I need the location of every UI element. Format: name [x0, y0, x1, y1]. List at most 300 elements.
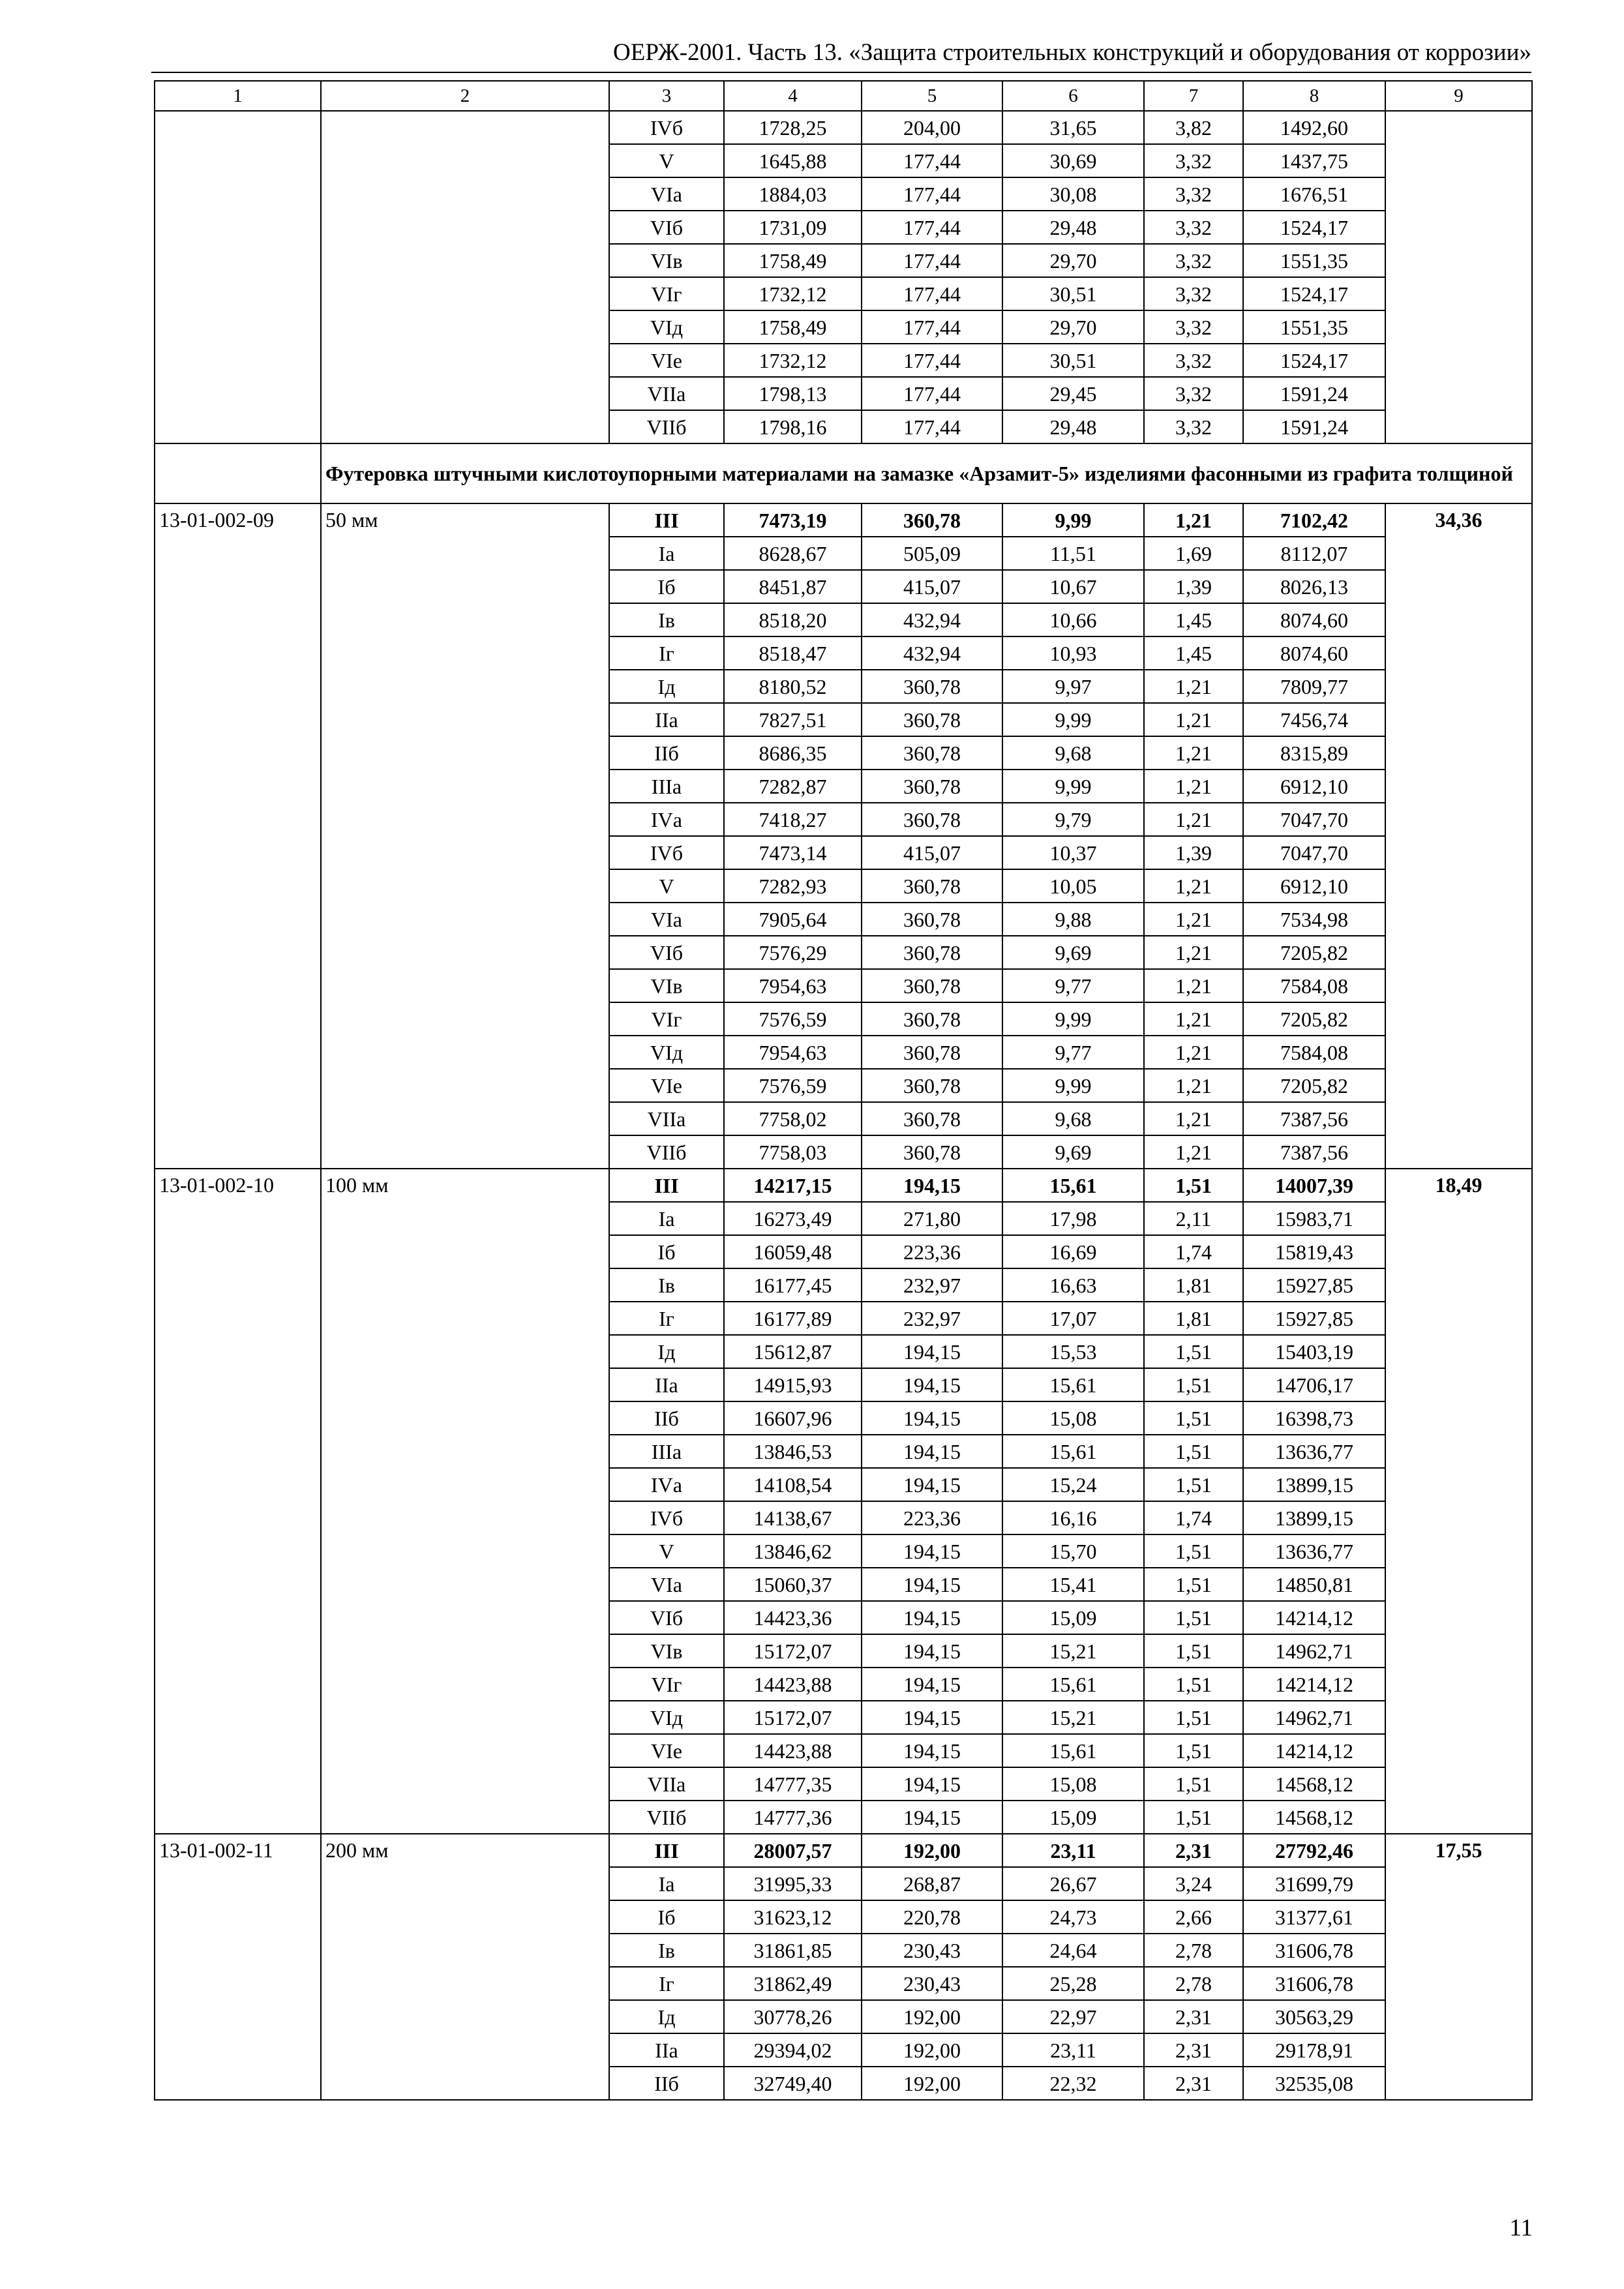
value-cell: 1,21: [1144, 1135, 1243, 1169]
value-cell: 194,15: [862, 1169, 1002, 1202]
value-cell: 15,21: [1002, 1701, 1144, 1734]
value-cell: 15172,07: [724, 1701, 862, 1734]
value-cell: 1,45: [1144, 636, 1243, 670]
value-cell: 1,51: [1144, 1801, 1243, 1834]
value-cell: 1676,51: [1243, 177, 1385, 211]
value-cell: 6912,10: [1243, 770, 1385, 803]
value-cell: 1798,13: [724, 377, 862, 410]
value-cell: 8074,60: [1243, 603, 1385, 636]
value-cell: 192,00: [862, 2067, 1002, 2100]
value-cell: 24,73: [1002, 1900, 1144, 1934]
value-cell: 15,08: [1002, 1767, 1144, 1801]
value-cell: 14777,36: [724, 1801, 862, 1834]
value-cell: 230,43: [862, 1934, 1002, 1967]
value-cell: 7534,98: [1243, 903, 1385, 936]
value-cell: 13899,15: [1243, 1501, 1385, 1534]
value-cell: 223,36: [862, 1501, 1002, 1534]
value-cell: 1758,49: [724, 310, 862, 344]
value-cell: 1,51: [1144, 1668, 1243, 1701]
value-cell: 14850,81: [1243, 1568, 1385, 1601]
value-cell: 360,78: [862, 503, 1002, 537]
zone-cell: VIIа: [609, 1102, 724, 1135]
value-cell: 22,32: [1002, 2067, 1144, 2100]
value-cell: 31606,78: [1243, 1967, 1385, 2000]
value-cell: 28007,57: [724, 1834, 862, 1867]
value-cell: 3,24: [1144, 1867, 1243, 1900]
rate-code: 13-01-002-09: [155, 503, 321, 1169]
value-cell: 1524,17: [1243, 211, 1385, 244]
value-cell: 1758,49: [724, 244, 862, 277]
column-number-row: [155, 81, 1532, 111]
value-cell: 432,94: [862, 636, 1002, 670]
value-cell: 16177,89: [724, 1302, 862, 1335]
value-cell: 15983,71: [1243, 1202, 1385, 1235]
value-cell: 2,78: [1144, 1967, 1243, 2000]
value-cell: 32749,40: [724, 2067, 862, 2100]
section-row: [155, 443, 1532, 503]
zone-cell: VIа: [609, 1568, 724, 1601]
column-9-value: [1385, 111, 1532, 443]
page-number: 11: [1509, 2215, 1533, 2241]
value-cell: 1884,03: [724, 177, 862, 211]
value-cell: 9,77: [1002, 969, 1144, 1002]
zone-cell: Iв: [609, 1934, 724, 1967]
value-cell: 3,32: [1144, 177, 1243, 211]
value-cell: 1591,24: [1243, 410, 1385, 443]
value-cell: 17,07: [1002, 1302, 1144, 1335]
value-cell: 1,21: [1144, 936, 1243, 969]
value-cell: 7758,03: [724, 1135, 862, 1169]
value-cell: 360,78: [862, 936, 1002, 969]
value-cell: 360,78: [862, 803, 1002, 836]
value-cell: 9,99: [1002, 503, 1144, 537]
value-cell: 10,05: [1002, 869, 1144, 903]
value-cell: 1,21: [1144, 503, 1243, 537]
zone-cell: IVа: [609, 1468, 724, 1501]
zone-cell: VIг: [609, 1002, 724, 1036]
value-cell: 31623,12: [724, 1900, 862, 1934]
value-cell: 15,61: [1002, 1169, 1144, 1202]
value-cell: 13899,15: [1243, 1468, 1385, 1501]
value-cell: 13636,77: [1243, 1435, 1385, 1468]
value-cell: 14706,17: [1243, 1368, 1385, 1401]
value-cell: 16273,49: [724, 1202, 862, 1235]
value-cell: 194,15: [862, 1335, 1002, 1368]
value-cell: 1,51: [1144, 1368, 1243, 1401]
column-number: 6: [1002, 81, 1144, 111]
column-number: 1: [155, 81, 321, 111]
value-cell: 194,15: [862, 1401, 1002, 1435]
value-cell: 14423,36: [724, 1601, 862, 1634]
value-cell: 2,31: [1144, 2067, 1243, 2100]
value-cell: 14777,35: [724, 1767, 862, 1801]
value-cell: 8112,07: [1243, 537, 1385, 570]
value-cell: 220,78: [862, 1900, 1002, 1934]
zone-cell: Iг: [609, 636, 724, 670]
value-cell: 360,78: [862, 1135, 1002, 1169]
section-empty-cell: [155, 443, 321, 503]
value-cell: 10,66: [1002, 603, 1144, 636]
zone-cell: Iд: [609, 2000, 724, 2033]
value-cell: 1,51: [1144, 1601, 1243, 1634]
column-number: 5: [862, 81, 1002, 111]
value-cell: 1,51: [1144, 1335, 1243, 1368]
value-cell: 13636,77: [1243, 1534, 1385, 1568]
value-cell: 1798,16: [724, 410, 862, 443]
value-cell: 1551,35: [1243, 244, 1385, 277]
value-cell: 1,21: [1144, 770, 1243, 803]
value-cell: 192,00: [862, 2033, 1002, 2067]
table-row: [155, 111, 1532, 144]
value-cell: 31377,61: [1243, 1900, 1385, 1934]
value-cell: 360,78: [862, 1002, 1002, 1036]
value-cell: 7205,82: [1243, 1069, 1385, 1102]
value-cell: 3,32: [1144, 310, 1243, 344]
value-cell: 194,15: [862, 1701, 1002, 1734]
value-cell: 1492,60: [1243, 111, 1385, 144]
zone-cell: VIд: [609, 1036, 724, 1069]
value-cell: 7584,08: [1243, 1036, 1385, 1069]
value-cell: 15172,07: [724, 1634, 862, 1668]
value-cell: 32535,08: [1243, 2067, 1385, 2100]
value-cell: 7827,51: [724, 703, 862, 736]
zone-cell: VIа: [609, 177, 724, 211]
value-cell: 16,16: [1002, 1501, 1144, 1534]
rate-description: 50 мм: [321, 503, 609, 1169]
value-cell: 3,32: [1144, 344, 1243, 377]
value-cell: 177,44: [862, 244, 1002, 277]
value-cell: 2,66: [1144, 1900, 1243, 1934]
zone-cell: Iб: [609, 1235, 724, 1268]
zone-cell: VIд: [609, 1701, 724, 1734]
zone-cell: VIа: [609, 903, 724, 936]
zone-cell: V: [609, 1534, 724, 1568]
value-cell: 9,69: [1002, 1135, 1144, 1169]
value-cell: 31,65: [1002, 111, 1144, 144]
value-cell: 15,61: [1002, 1734, 1144, 1767]
value-cell: 3,32: [1144, 244, 1243, 277]
value-cell: 31861,85: [724, 1934, 862, 1967]
value-cell: 232,97: [862, 1302, 1002, 1335]
value-cell: 17,98: [1002, 1202, 1144, 1235]
value-cell: 9,77: [1002, 1036, 1144, 1069]
value-cell: 1,81: [1144, 1302, 1243, 1335]
value-cell: 7809,77: [1243, 670, 1385, 703]
header-rule: [151, 72, 1531, 73]
value-cell: 14214,12: [1243, 1668, 1385, 1701]
value-cell: 14568,12: [1243, 1767, 1385, 1801]
zone-cell: VIв: [609, 1634, 724, 1668]
zone-cell: VIб: [609, 936, 724, 969]
value-cell: 31862,49: [724, 1967, 862, 2000]
value-cell: 22,97: [1002, 2000, 1144, 2033]
value-cell: 7047,70: [1243, 803, 1385, 836]
value-cell: 3,32: [1144, 410, 1243, 443]
value-cell: 15612,87: [724, 1335, 862, 1368]
value-cell: 7387,56: [1243, 1135, 1385, 1169]
value-cell: 16059,48: [724, 1235, 862, 1268]
rate-code: 13-01-002-10: [155, 1169, 321, 1834]
value-cell: 14423,88: [724, 1734, 862, 1767]
zone-cell: IVб: [609, 836, 724, 869]
zone-cell: VIв: [609, 244, 724, 277]
value-cell: 360,78: [862, 703, 1002, 736]
value-cell: 1,21: [1144, 736, 1243, 770]
value-cell: 1437,75: [1243, 144, 1385, 177]
zone-cell: VIIб: [609, 410, 724, 443]
zone-cell: Iд: [609, 670, 724, 703]
rate-code: 13-01-002-11: [155, 1834, 321, 2100]
value-cell: 13846,53: [724, 1435, 862, 1468]
value-cell: 14962,71: [1243, 1701, 1385, 1734]
value-cell: 3,32: [1144, 277, 1243, 310]
value-cell: 15927,85: [1243, 1302, 1385, 1335]
zone-cell: IVб: [609, 1501, 724, 1534]
value-cell: 15,61: [1002, 1668, 1144, 1701]
zone-cell: V: [609, 144, 724, 177]
value-cell: 177,44: [862, 377, 1002, 410]
column-number: 3: [609, 81, 724, 111]
value-cell: 360,78: [862, 869, 1002, 903]
value-cell: 177,44: [862, 410, 1002, 443]
value-cell: 30,51: [1002, 277, 1144, 310]
value-cell: 14214,12: [1243, 1601, 1385, 1634]
value-cell: 8026,13: [1243, 570, 1385, 603]
value-cell: 194,15: [862, 1668, 1002, 1701]
value-cell: 1,51: [1144, 1468, 1243, 1501]
zone-cell: Iа: [609, 1867, 724, 1900]
zone-cell: Iб: [609, 570, 724, 603]
zone-cell: VIд: [609, 310, 724, 344]
value-cell: 7758,02: [724, 1102, 862, 1135]
column-number: 8: [1243, 81, 1385, 111]
value-cell: 1,21: [1144, 969, 1243, 1002]
rate-description: 200 мм: [321, 1834, 609, 2100]
column-number: 4: [724, 81, 862, 111]
zone-cell: VIе: [609, 1069, 724, 1102]
column-number: 9: [1385, 81, 1532, 111]
value-cell: 1,21: [1144, 703, 1243, 736]
value-cell: 7576,59: [724, 1002, 862, 1036]
value-cell: 30,51: [1002, 344, 1144, 377]
value-cell: 1,51: [1144, 1767, 1243, 1801]
value-cell: 271,80: [862, 1202, 1002, 1235]
value-cell: 14568,12: [1243, 1801, 1385, 1834]
value-cell: 192,00: [862, 1834, 1002, 1867]
zone-cell: Iа: [609, 1202, 724, 1235]
zone-cell: IVб: [609, 111, 724, 144]
value-cell: 177,44: [862, 177, 1002, 211]
value-cell: 360,78: [862, 969, 1002, 1002]
zone-cell: III: [609, 1169, 724, 1202]
value-cell: 31606,78: [1243, 1934, 1385, 1967]
zone-cell: IIIа: [609, 770, 724, 803]
value-cell: 29,45: [1002, 377, 1144, 410]
value-cell: 1,51: [1144, 1634, 1243, 1668]
page-header: ОЕРЖ-2001. Часть 13. «Защита строительных конструкций и оборудования от коррозии»: [613, 39, 1531, 66]
value-cell: 9,99: [1002, 703, 1144, 736]
value-cell: 10,37: [1002, 836, 1144, 869]
value-cell: 1732,12: [724, 344, 862, 377]
value-cell: 1,21: [1144, 1002, 1243, 1036]
value-cell: 16398,73: [1243, 1401, 1385, 1435]
value-cell: 15927,85: [1243, 1268, 1385, 1302]
zone-cell: III: [609, 503, 724, 537]
value-cell: 8518,47: [724, 636, 862, 670]
zone-cell: VIIа: [609, 1767, 724, 1801]
value-cell: 194,15: [862, 1734, 1002, 1767]
value-cell: 10,93: [1002, 636, 1144, 670]
value-cell: 7473,19: [724, 503, 862, 537]
column-number: 2: [321, 81, 609, 111]
zone-cell: VIг: [609, 1668, 724, 1701]
zone-cell: VIб: [609, 1601, 724, 1634]
column-9-value: 18,49: [1385, 1169, 1532, 1834]
value-cell: 9,79: [1002, 803, 1144, 836]
value-cell: 360,78: [862, 903, 1002, 936]
value-cell: 1,21: [1144, 1102, 1243, 1135]
zone-cell: Iа: [609, 537, 724, 570]
value-cell: 30778,26: [724, 2000, 862, 2033]
value-cell: 14962,71: [1243, 1634, 1385, 1668]
zone-cell: III: [609, 1834, 724, 1867]
value-cell: 192,00: [862, 2000, 1002, 2033]
value-cell: 177,44: [862, 344, 1002, 377]
value-cell: 194,15: [862, 1801, 1002, 1834]
value-cell: 7576,29: [724, 936, 862, 969]
value-cell: 194,15: [862, 1468, 1002, 1501]
value-cell: 16,69: [1002, 1235, 1144, 1268]
value-cell: 7418,27: [724, 803, 862, 836]
value-cell: 223,36: [862, 1235, 1002, 1268]
value-cell: 9,68: [1002, 1102, 1144, 1135]
value-cell: 1731,09: [724, 211, 862, 244]
value-cell: 1,21: [1144, 1036, 1243, 1069]
value-cell: 1,81: [1144, 1268, 1243, 1302]
table-row: [155, 1169, 1532, 1202]
value-cell: 16607,96: [724, 1401, 862, 1435]
value-cell: 2,31: [1144, 2000, 1243, 2033]
value-cell: 360,78: [862, 770, 1002, 803]
value-cell: 15,41: [1002, 1568, 1144, 1601]
value-cell: 15819,43: [1243, 1235, 1385, 1268]
value-cell: 1,51: [1144, 1701, 1243, 1734]
zone-cell: Iб: [609, 1900, 724, 1934]
zone-cell: IIб: [609, 736, 724, 770]
value-cell: 29,70: [1002, 244, 1144, 277]
zone-cell: IIIа: [609, 1435, 724, 1468]
value-cell: 9,69: [1002, 936, 1144, 969]
value-cell: 10,67: [1002, 570, 1144, 603]
value-cell: 9,68: [1002, 736, 1144, 770]
zone-cell: VIв: [609, 969, 724, 1002]
value-cell: 14214,12: [1243, 1734, 1385, 1767]
value-cell: 2,78: [1144, 1934, 1243, 1967]
value-cell: 432,94: [862, 603, 1002, 636]
value-cell: 194,15: [862, 1568, 1002, 1601]
zone-cell: VIIб: [609, 1135, 724, 1169]
value-cell: 194,15: [862, 1767, 1002, 1801]
value-cell: 9,99: [1002, 1069, 1144, 1102]
column-9-value: 17,55: [1385, 1834, 1532, 2100]
value-cell: 7905,64: [724, 903, 862, 936]
value-cell: 3,32: [1144, 211, 1243, 244]
value-cell: 7456,74: [1243, 703, 1385, 736]
value-cell: 7954,63: [724, 969, 862, 1002]
value-cell: 8180,52: [724, 670, 862, 703]
value-cell: 8315,89: [1243, 736, 1385, 770]
value-cell: 15,09: [1002, 1601, 1144, 1634]
zone-cell: IIа: [609, 1368, 724, 1401]
value-cell: 8074,60: [1243, 636, 1385, 670]
value-cell: 2,11: [1144, 1202, 1243, 1235]
value-cell: 7102,42: [1243, 503, 1385, 537]
zone-cell: IIа: [609, 2033, 724, 2067]
value-cell: 2,31: [1144, 1834, 1243, 1867]
value-cell: 16177,45: [724, 1268, 862, 1302]
value-cell: 1551,35: [1243, 310, 1385, 344]
value-cell: 177,44: [862, 277, 1002, 310]
value-cell: 31995,33: [724, 1867, 862, 1900]
value-cell: 1524,17: [1243, 344, 1385, 377]
rate-description: [321, 111, 609, 443]
value-cell: 177,44: [862, 310, 1002, 344]
value-cell: 14138,67: [724, 1501, 862, 1534]
zone-cell: Iг: [609, 1967, 724, 2000]
value-cell: 11,51: [1002, 537, 1144, 570]
value-cell: 16,63: [1002, 1268, 1144, 1302]
value-cell: 1,21: [1144, 1069, 1243, 1102]
zone-cell: VIе: [609, 1734, 724, 1767]
zone-cell: VIб: [609, 211, 724, 244]
value-cell: 15,53: [1002, 1335, 1144, 1368]
value-cell: 1,21: [1144, 903, 1243, 936]
value-cell: 15,21: [1002, 1634, 1144, 1668]
value-cell: 1,51: [1144, 1568, 1243, 1601]
value-cell: 8686,35: [724, 736, 862, 770]
value-cell: 7387,56: [1243, 1102, 1385, 1135]
value-cell: 1,51: [1144, 1734, 1243, 1767]
value-cell: 14423,88: [724, 1668, 862, 1701]
value-cell: 9,99: [1002, 1002, 1144, 1036]
value-cell: 23,11: [1002, 1834, 1144, 1867]
zone-cell: IIб: [609, 2067, 724, 2100]
value-cell: 7473,14: [724, 836, 862, 869]
value-cell: 1732,12: [724, 277, 862, 310]
value-cell: 505,09: [862, 537, 1002, 570]
value-cell: 3,32: [1144, 144, 1243, 177]
rate-code: [155, 111, 321, 443]
value-cell: 194,15: [862, 1435, 1002, 1468]
value-cell: 1645,88: [724, 144, 862, 177]
value-cell: 194,15: [862, 1368, 1002, 1401]
zone-cell: VIе: [609, 344, 724, 377]
value-cell: 15,61: [1002, 1368, 1144, 1401]
value-cell: 15,70: [1002, 1534, 1144, 1568]
value-cell: 29,48: [1002, 211, 1144, 244]
value-cell: 1591,24: [1243, 377, 1385, 410]
zone-cell: V: [609, 869, 724, 903]
zone-cell: Iд: [609, 1335, 724, 1368]
value-cell: 1,51: [1144, 1169, 1243, 1202]
value-cell: 1,45: [1144, 603, 1243, 636]
value-cell: 7205,82: [1243, 1002, 1385, 1036]
value-cell: 6912,10: [1243, 869, 1385, 903]
value-cell: 15,24: [1002, 1468, 1144, 1501]
value-cell: 360,78: [862, 1036, 1002, 1069]
value-cell: 1,51: [1144, 1534, 1243, 1568]
price-table: [154, 80, 1533, 2101]
